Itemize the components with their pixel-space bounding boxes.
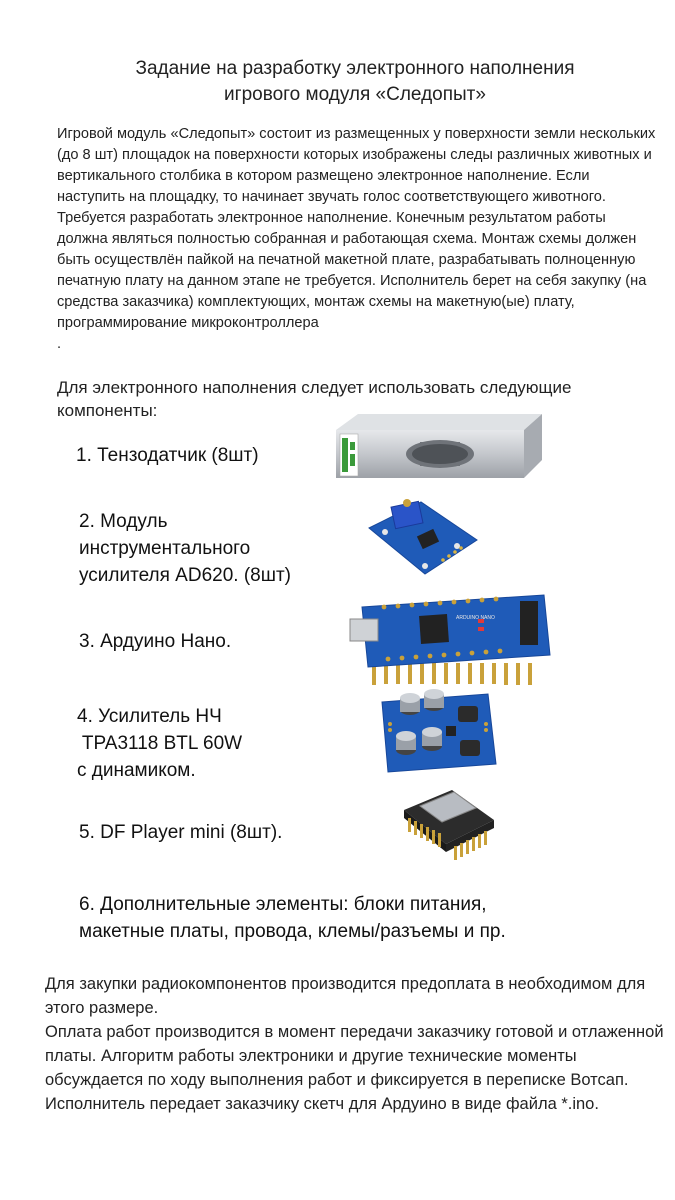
component-item-1	[76, 443, 259, 469]
component-item-6-line-2: макетные платы, провода, клемы/разъемы и пр.	[79, 921, 506, 942]
intro-section	[57, 124, 657, 355]
component-item-3-line-1: 3. Ардуино Нано.	[79, 631, 232, 652]
footer-paragraph-1: Для закупки радиокомпонентов производится предоплата в необходимом для этого размере.	[45, 975, 646, 1017]
component-item-4	[77, 703, 242, 784]
component-item-3	[79, 629, 231, 655]
svg-text:ARDUINO NANO: ARDUINO NANO	[456, 615, 495, 621]
component-item-4-line-3: с динамиком.	[77, 760, 196, 781]
component-item-4-line-1: 4. Усилитель НЧ	[77, 706, 222, 727]
df-player-mini-image	[398, 780, 498, 866]
title-line-1: Задание на разработку электронного наполнения	[135, 58, 575, 79]
load-cell-image	[328, 408, 550, 486]
component-item-1-line-1: 1. Тензодатчик (8шт)	[76, 445, 259, 466]
components-lead: Для электронного наполнения следует использовать следующие компоненты:	[57, 378, 572, 420]
component-item-6	[79, 891, 506, 945]
ad620-module-image	[361, 488, 483, 585]
intro-paragraph-1: Игровой модуль «Следопыт» состоит из размещенных у поверхности земли нескольких (до 8 шт) площадок на поверхности которых изображены следы различных животных и вертикального столбика в котором размещено электронное наполнение. Если наступить на площадку, то начинает звучать голос соответствующего животного.	[57, 126, 656, 205]
component-item-2-line-1: 2. Модуль	[79, 511, 168, 532]
footer-section	[45, 972, 665, 1116]
document-title	[60, 56, 650, 108]
arduino-nano-image	[344, 585, 566, 695]
component-item-6-line-1: 6. Дополнительные элементы: блоки питания,	[79, 894, 487, 915]
component-item-2	[79, 508, 291, 589]
component-item-2-line-2: инструментального	[79, 538, 251, 559]
component-item-4-line-2: TPA3118 BTL 60W	[77, 733, 243, 754]
title-line-2: игрового модуля «Следопыт»	[224, 84, 486, 105]
component-item-5	[79, 820, 282, 846]
component-item-5-line-1: 5. DF Player mini (8шт).	[79, 822, 283, 843]
tpa3118-board-image	[376, 684, 502, 778]
intro-paragraph-3: .	[57, 336, 62, 352]
intro-paragraph-2: Требуется разработать электронное наполнение. Конечным результатом работы должна являться полностью собранная и работающая схема. Монтаж схемы должен быть осуществлён пайкой на печатной макетной плате, разрабатывать полноценную печатную плату на данном этапе не требуется. Исполнитель берет на себя закупку (на средства заказчика) комплектующих, монтаж схемы на макетную(ые) плату, программирование микроконтроллера	[57, 210, 647, 331]
footer-paragraph-2: Оплата работ производится в момент передачи заказчику готовой и отлаженной платы. Алгоритм работы электроники и другие технические моменты обсуждается по ходу выполнения работ и фиксируется в переписке Вотсап. Исполнитель передает заказчику скетч для Ардуино в виде файла *.ino.	[45, 1023, 664, 1113]
component-item-2-line-3: усилителя AD620. (8шт)	[79, 565, 291, 586]
